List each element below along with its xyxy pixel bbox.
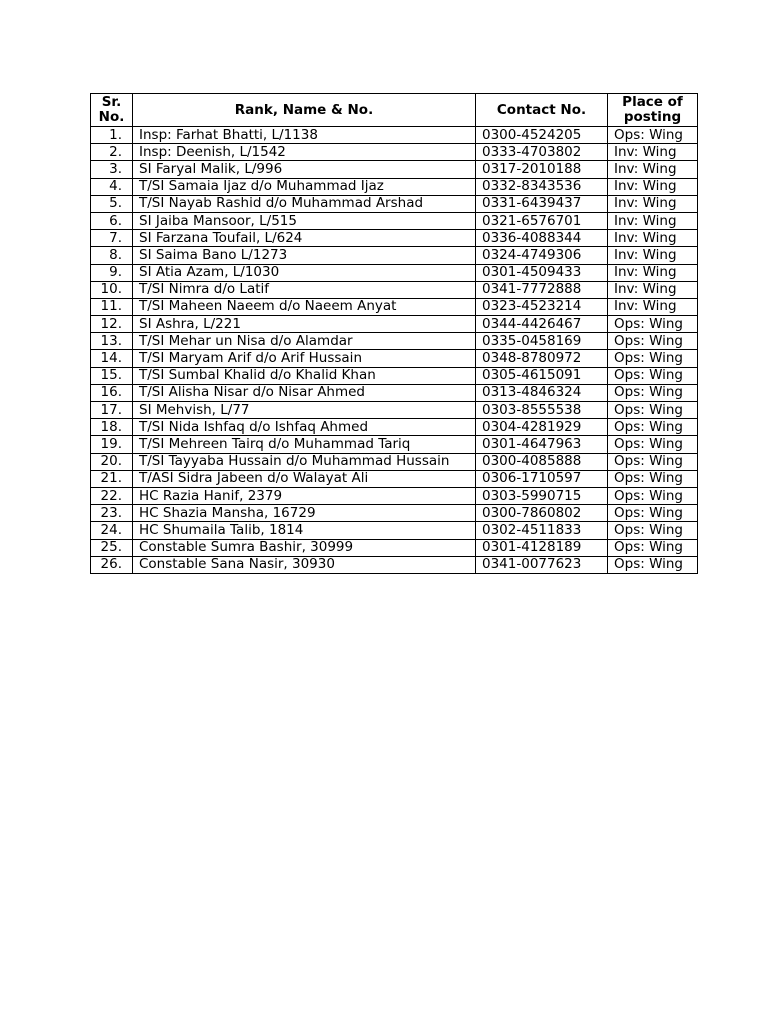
cell-sr-no: 2.	[91, 144, 133, 161]
table-row	[91, 195, 698, 212]
cell-place: Ops: Wing	[608, 505, 698, 522]
cell-place: Ops: Wing	[608, 127, 698, 144]
cell-sr-no: 18.	[91, 419, 133, 436]
cell-place: Inv: Wing	[608, 161, 698, 178]
cell-contact: 0344-4426467	[476, 316, 608, 333]
cell-contact: 0304-4281929	[476, 419, 608, 436]
cell-rank-name: T/SI Nimra d/o Latif	[133, 281, 476, 298]
cell-place: Inv: Wing	[608, 264, 698, 281]
cell-rank-name: T/ASI Sidra Jabeen d/o Walayat Ali	[133, 470, 476, 487]
cell-rank-name: SI Farzana Toufail, L/624	[133, 230, 476, 247]
table-row	[91, 247, 698, 264]
cell-rank-name: HC Shumaila Talib, 1814	[133, 522, 476, 539]
cell-contact: 0303-8555538	[476, 402, 608, 419]
cell-place: Inv: Wing	[608, 195, 698, 212]
table-header-row	[91, 94, 698, 127]
cell-sr-no: 7.	[91, 230, 133, 247]
cell-place: Ops: Wing	[608, 487, 698, 504]
cell-sr-no: 6.	[91, 212, 133, 229]
cell-place: Ops: Wing	[608, 522, 698, 539]
cell-rank-name: T/SI Maheen Naeem d/o Naeem Anyat	[133, 298, 476, 315]
cell-sr-no: 15.	[91, 367, 133, 384]
cell-sr-no: 19.	[91, 436, 133, 453]
table-row	[91, 453, 698, 470]
header-place-line1: Place of	[622, 94, 683, 110]
cell-sr-no: 11.	[91, 298, 133, 315]
cell-sr-no: 23.	[91, 505, 133, 522]
cell-contact: 0336-4088344	[476, 230, 608, 247]
header-rank-name: Rank, Name & No.	[133, 94, 476, 127]
cell-sr-no: 17.	[91, 402, 133, 419]
cell-contact: 0306-1710597	[476, 470, 608, 487]
cell-place: Ops: Wing	[608, 419, 698, 436]
cell-rank-name: T/SI Sumbal Khalid d/o Khalid Khan	[133, 367, 476, 384]
cell-contact: 0341-0077623	[476, 556, 608, 573]
cell-contact: 0301-4509433	[476, 264, 608, 281]
cell-place: Ops: Wing	[608, 453, 698, 470]
cell-sr-no: 10.	[91, 281, 133, 298]
cell-place: Inv: Wing	[608, 298, 698, 315]
table-row	[91, 556, 698, 573]
cell-contact: 0313-4846324	[476, 384, 608, 401]
cell-sr-no: 24.	[91, 522, 133, 539]
cell-contact: 0300-7860802	[476, 505, 608, 522]
cell-contact: 0348-8780972	[476, 350, 608, 367]
cell-rank-name: Constable Sumra Bashir, 30999	[133, 539, 476, 556]
header-contact: Contact No.	[476, 94, 608, 127]
cell-place: Ops: Wing	[608, 333, 698, 350]
cell-contact: 0332-8343536	[476, 178, 608, 195]
table-row	[91, 419, 698, 436]
cell-contact: 0302-4511833	[476, 522, 608, 539]
cell-place: Ops: Wing	[608, 367, 698, 384]
cell-place: Ops: Wing	[608, 402, 698, 419]
cell-sr-no: 26.	[91, 556, 133, 573]
cell-sr-no: 9.	[91, 264, 133, 281]
cell-rank-name: T/SI Nida Ishfaq d/o Ishfaq Ahmed	[133, 419, 476, 436]
cell-sr-no: 4.	[91, 178, 133, 195]
cell-sr-no: 21.	[91, 470, 133, 487]
cell-rank-name: Insp: Farhat Bhatti, L/1138	[133, 127, 476, 144]
cell-place: Inv: Wing	[608, 247, 698, 264]
header-sr-no	[91, 94, 133, 127]
table-row	[91, 281, 698, 298]
cell-place: Ops: Wing	[608, 436, 698, 453]
cell-contact: 0333-4703802	[476, 144, 608, 161]
cell-place: Inv: Wing	[608, 178, 698, 195]
cell-contact: 0300-4085888	[476, 453, 608, 470]
cell-sr-no: 16.	[91, 384, 133, 401]
table-row	[91, 384, 698, 401]
cell-rank-name: SI Atia Azam, L/1030	[133, 264, 476, 281]
table-row	[91, 402, 698, 419]
cell-rank-name: T/SI Mehar un Nisa d/o Alamdar	[133, 333, 476, 350]
table-row	[91, 367, 698, 384]
cell-contact: 0300-4524205	[476, 127, 608, 144]
cell-contact: 0317-2010188	[476, 161, 608, 178]
cell-sr-no: 1.	[91, 127, 133, 144]
table-row	[91, 505, 698, 522]
cell-contact: 0305-4615091	[476, 367, 608, 384]
table-row	[91, 127, 698, 144]
cell-sr-no: 8.	[91, 247, 133, 264]
cell-rank-name: T/SI Maryam Arif d/o Arif Hussain	[133, 350, 476, 367]
table-row	[91, 161, 698, 178]
cell-place: Ops: Wing	[608, 470, 698, 487]
cell-rank-name: SI Saima Bano L/1273	[133, 247, 476, 264]
cell-place: Inv: Wing	[608, 230, 698, 247]
cell-contact: 0331-6439437	[476, 195, 608, 212]
cell-sr-no: 12.	[91, 316, 133, 333]
header-place-of-posting	[608, 94, 698, 127]
table-row	[91, 264, 698, 281]
table-row	[91, 470, 698, 487]
cell-sr-no: 3.	[91, 161, 133, 178]
cell-contact: 0301-4128189	[476, 539, 608, 556]
cell-sr-no: 14.	[91, 350, 133, 367]
cell-rank-name: HC Razia Hanif, 2379	[133, 487, 476, 504]
staff-table	[90, 93, 698, 574]
cell-sr-no: 22.	[91, 487, 133, 504]
cell-place: Ops: Wing	[608, 556, 698, 573]
cell-place: Inv: Wing	[608, 144, 698, 161]
table-row	[91, 487, 698, 504]
cell-place: Ops: Wing	[608, 350, 698, 367]
cell-sr-no: 13.	[91, 333, 133, 350]
cell-contact: 0324-4749306	[476, 247, 608, 264]
cell-rank-name: SI Jaiba Mansoor, L/515	[133, 212, 476, 229]
cell-rank-name: Constable Sana Nasir, 30930	[133, 556, 476, 573]
cell-rank-name: SI Ashra, L/221	[133, 316, 476, 333]
table-row	[91, 436, 698, 453]
table-row	[91, 316, 698, 333]
cell-rank-name: T/SI Samaia Ijaz d/o Muhammad Ijaz	[133, 178, 476, 195]
table-row	[91, 333, 698, 350]
table-body	[91, 127, 698, 574]
cell-sr-no: 20.	[91, 453, 133, 470]
table-row	[91, 212, 698, 229]
cell-place: Ops: Wing	[608, 384, 698, 401]
cell-rank-name: T/SI Tayyaba Hussain d/o Muhammad Hussain	[133, 453, 476, 470]
table-row	[91, 298, 698, 315]
cell-rank-name: T/SI Nayab Rashid d/o Muhammad Arshad	[133, 195, 476, 212]
cell-sr-no: 5.	[91, 195, 133, 212]
table-row	[91, 144, 698, 161]
table-row	[91, 539, 698, 556]
table-row	[91, 230, 698, 247]
cell-place: Ops: Wing	[608, 316, 698, 333]
cell-rank-name: SI Mehvish, L/77	[133, 402, 476, 419]
cell-place: Inv: Wing	[608, 281, 698, 298]
header-sr-line2: No.	[98, 109, 125, 125]
table-row	[91, 350, 698, 367]
cell-place: Ops: Wing	[608, 539, 698, 556]
cell-sr-no: 25.	[91, 539, 133, 556]
cell-rank-name: Insp: Deenish, L/1542	[133, 144, 476, 161]
header-sr-line1: Sr.	[101, 94, 122, 110]
table-row	[91, 178, 698, 195]
cell-rank-name: T/SI Alisha Nisar d/o Nisar Ahmed	[133, 384, 476, 401]
cell-rank-name: SI Faryal Malik, L/996	[133, 161, 476, 178]
cell-contact: 0323-4523214	[476, 298, 608, 315]
cell-contact: 0321-6576701	[476, 212, 608, 229]
cell-contact: 0335-0458169	[476, 333, 608, 350]
header-place-line2: posting	[623, 109, 682, 125]
cell-contact: 0341-7772888	[476, 281, 608, 298]
cell-contact: 0301-4647963	[476, 436, 608, 453]
cell-rank-name: T/SI Mehreen Tairq d/o Muhammad Tariq	[133, 436, 476, 453]
table-row	[91, 522, 698, 539]
cell-contact: 0303-5990715	[476, 487, 608, 504]
cell-place: Inv: Wing	[608, 212, 698, 229]
cell-rank-name: HC Shazia Mansha, 16729	[133, 505, 476, 522]
